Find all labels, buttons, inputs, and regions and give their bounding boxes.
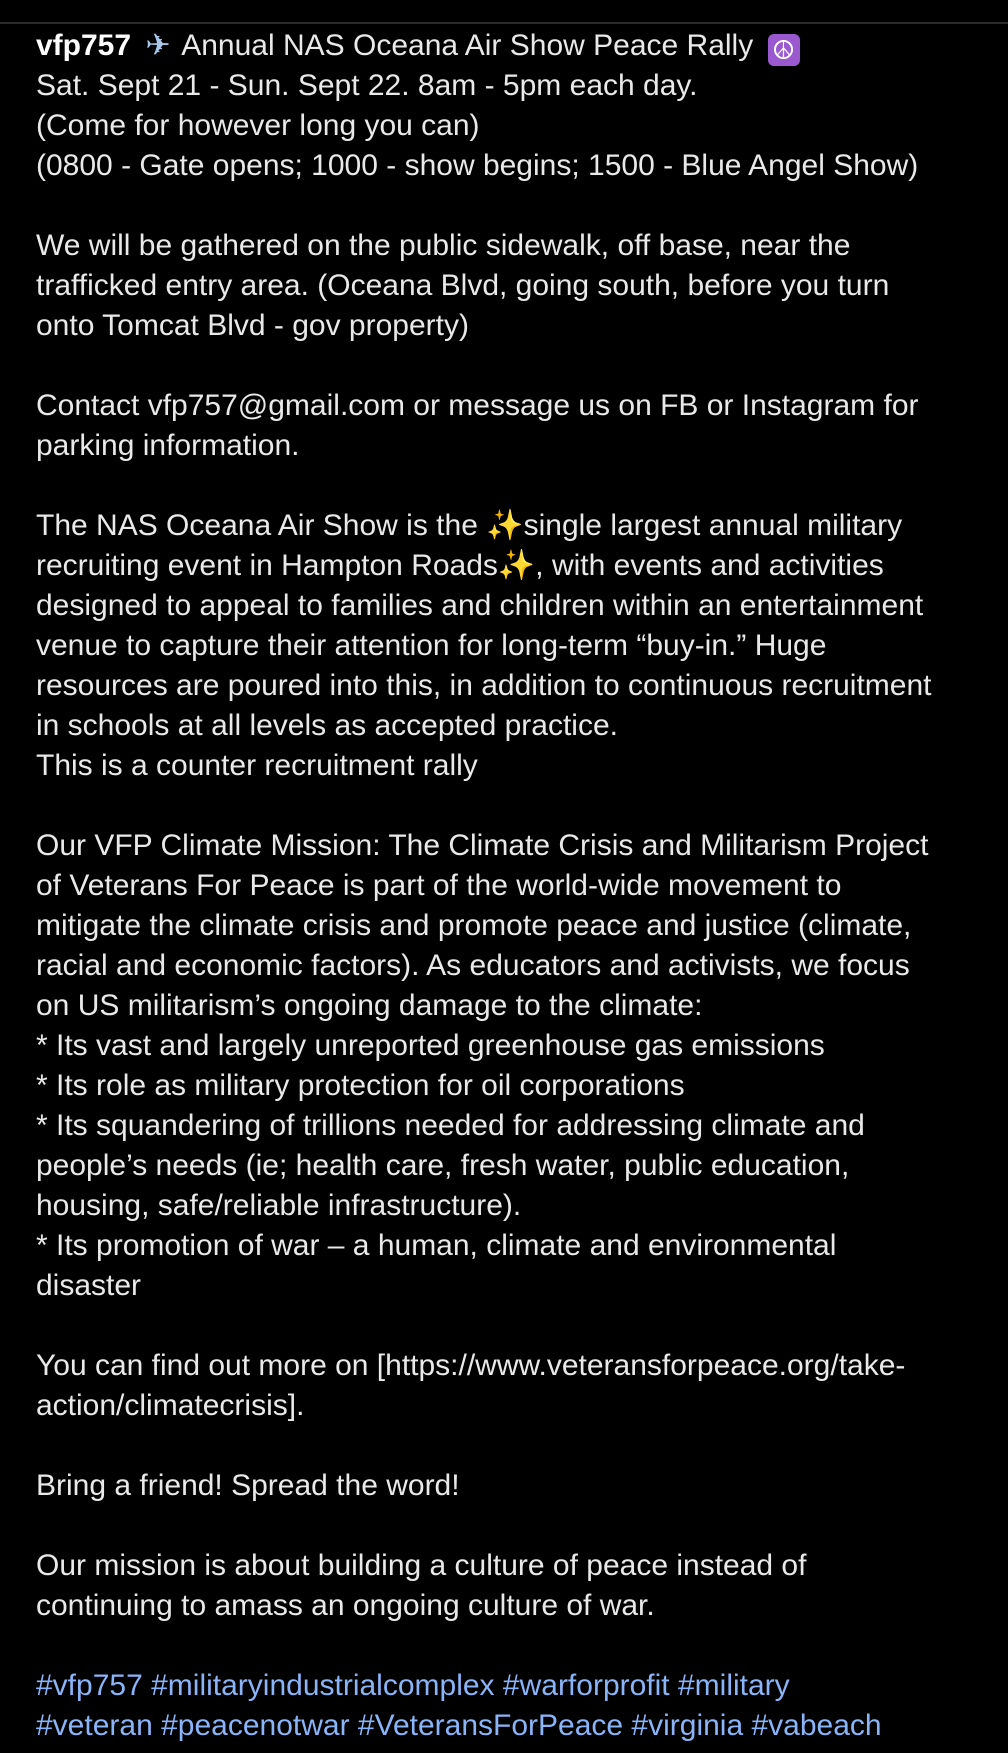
sparkles-icon: ✨ — [486, 509, 524, 542]
about-line: in schools at all levels as accepted practice. — [36, 709, 618, 742]
about-text: recruiting event in Hampton Roads — [36, 549, 498, 582]
bullet-item: disaster — [36, 1269, 142, 1302]
caption-title-line — [36, 26, 986, 66]
contact-line: Contact vfp757@gmail.com or message us on FB or Instagram for — [36, 389, 919, 422]
bullet-item: * Its role as military protection for oil corporations — [36, 1069, 685, 1102]
bullet-item: people’s needs (ie; health care, fresh water, public education, — [36, 1149, 850, 1182]
about-line: designed to appeal to families and children within an entertainment — [36, 589, 924, 622]
location-line: onto Tomcat Blvd - gov property) — [36, 309, 469, 342]
about-line: venue to capture their attention for long-term “buy-in.” Huge — [36, 629, 827, 662]
bullet-item: * Its vast and largely unreported greenhouse gas emissions — [36, 1029, 825, 1062]
hashtag-link[interactable]: #VeteransForPeace — [357, 1709, 624, 1742]
username-link[interactable]: vfp757 — [36, 29, 132, 62]
spacer — [36, 186, 986, 226]
spacer — [36, 786, 986, 826]
mission-line: Our VFP Climate Mission: The Climate Crisis and Militarism Project — [36, 829, 929, 862]
hashtag-link[interactable]: #vfp757 — [36, 1669, 143, 1702]
about-line: resources are poured into this, in addition to continuous recruitment — [36, 669, 932, 702]
mission-line: of Veterans For Peace is part of the world-wide movement to — [36, 869, 842, 902]
more-info-line: You can find out more on [https://www.veteransforpeace.org/take- — [36, 1349, 906, 1382]
event-timeline: (0800 - Gate opens; 1000 - show begins; 1500 - Blue Angel Show) — [36, 149, 919, 182]
bullet-item: housing, safe/reliable infrastructure). — [36, 1189, 522, 1222]
spacer — [36, 1626, 986, 1666]
bullet-item: * Its promotion of war – a human, climate and environmental — [36, 1229, 837, 1262]
location-line: trafficked entry area. (Oceana Blvd, going south, before you turn — [36, 269, 890, 302]
hashtag-link[interactable]: #vabeach — [751, 1709, 882, 1742]
hashtag-link[interactable]: #virginia — [631, 1709, 744, 1742]
mission-line: on US militarism’s ongoing damage to the climate: — [36, 989, 703, 1022]
spacer — [36, 1306, 986, 1346]
spacer — [36, 466, 986, 506]
closing-line: continuing to amass an ongoing culture of war. — [36, 1589, 655, 1622]
contact-line: parking information. — [36, 429, 300, 462]
hashtag-link[interactable]: #military — [677, 1669, 790, 1702]
about-text: The NAS Oceana Air Show is the — [36, 509, 487, 542]
airplane-icon: ✈ — [145, 29, 171, 62]
spacer — [36, 346, 986, 386]
hashtag-link[interactable]: #warforprofit — [502, 1669, 670, 1702]
about-line: This is a counter recruitment rally — [36, 749, 478, 782]
event-schedule: Sat. Sept 21 - Sun. Sept 22. 8am - 5pm each day. — [36, 69, 698, 102]
hashtags-row — [36, 1666, 986, 1706]
location-line: We will be gathered on the public sidewalk, off base, near the — [36, 229, 851, 262]
hashtag-link[interactable]: #peacenotwar — [161, 1709, 350, 1742]
spacer — [36, 1506, 986, 1546]
sparkles-icon: ✨ — [497, 549, 536, 582]
hashtags-row — [36, 1706, 986, 1746]
post-caption — [36, 26, 986, 1746]
hashtag-link[interactable]: #veteran — [36, 1709, 153, 1742]
more-info-line: action/climatecrisis]. — [36, 1389, 305, 1422]
bullet-item: * Its squandering of trillions needed for addressing climate and — [36, 1109, 865, 1142]
about-line — [36, 506, 986, 546]
duration-note: (Come for however long you can) — [36, 109, 480, 142]
bring-friend-line: Bring a friend! Spread the word! — [36, 1469, 460, 1502]
mission-line: racial and economic factors). As educators and activists, we focus — [36, 949, 910, 982]
peace-symbol-icon: ☮ — [768, 34, 800, 66]
about-text: single largest annual military — [523, 509, 903, 542]
closing-line: Our mission is about building a culture of peace instead of — [36, 1549, 807, 1582]
about-line — [36, 546, 986, 586]
spacer — [36, 1426, 986, 1466]
top-divider — [0, 22, 1008, 24]
about-text: , with events and activities — [535, 549, 884, 582]
mission-line: mitigate the climate crisis and promote peace and justice (climate, — [36, 909, 912, 942]
hashtag-link[interactable]: #militaryindustrialcomplex — [151, 1669, 495, 1702]
event-title: Annual NAS Oceana Air Show Peace Rally — [181, 29, 754, 62]
